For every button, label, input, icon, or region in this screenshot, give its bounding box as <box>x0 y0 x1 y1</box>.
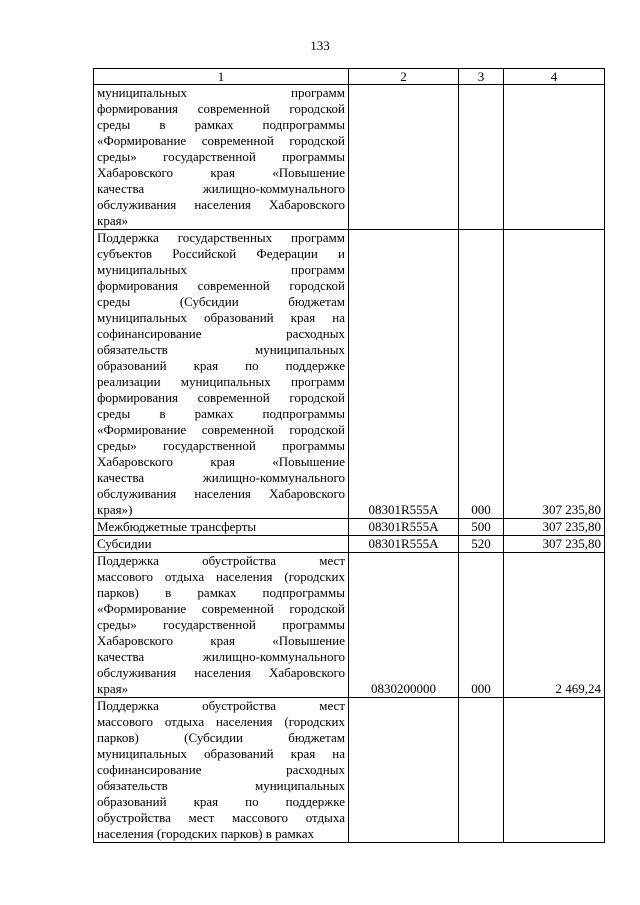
description-line: Поддержка обустройства мест <box>97 553 345 568</box>
description-line: субъектов Российской Федерации и <box>97 246 345 261</box>
description-line: формирования современной городской <box>97 278 345 293</box>
description-line: образований края по поддержке <box>97 358 345 373</box>
table-header-row <box>94 69 605 85</box>
description-line: Поддержка обустройства мест <box>97 698 345 713</box>
row-target-code: 08301R555A <box>349 519 459 536</box>
description-line: качества жилищно-коммунального <box>97 470 345 485</box>
row-description <box>94 553 349 698</box>
row-description <box>94 230 349 519</box>
row-amount: 2 469,24 <box>504 553 605 698</box>
row-expense-type: 000 <box>459 230 504 519</box>
row-target-code <box>349 85 459 230</box>
table-row <box>94 553 605 698</box>
description-line: среды в рамках подпрограммы <box>97 406 345 421</box>
header-col-3: 3 <box>459 69 504 85</box>
row-description <box>94 85 349 230</box>
row-expense-type: 000 <box>459 553 504 698</box>
header-col-1: 1 <box>94 69 349 85</box>
description-line: формирования современной городской <box>97 101 345 116</box>
description-line: обслуживания населения Хабаровского <box>97 665 345 680</box>
description-line: населения (городских парков) в рамках <box>97 826 315 841</box>
budget-table <box>93 68 605 843</box>
row-description <box>94 519 349 536</box>
description-line: муниципальных образований края на <box>97 310 345 325</box>
row-expense-type: 520 <box>459 536 504 553</box>
row-expense-type <box>459 85 504 230</box>
description-line: парков) в рамках подпрограммы <box>97 585 345 600</box>
description-line: обязательств муниципальных <box>97 342 345 357</box>
description-line: массового отдыха населения (городских <box>97 569 345 584</box>
table-row <box>94 698 605 843</box>
row-target-code: 0830200000 <box>349 553 459 698</box>
description-line: обустройства мест массового отдыха <box>97 810 345 825</box>
description-line: формирования современной городской <box>97 390 345 405</box>
page-number: 133 <box>310 38 330 53</box>
description-line: муниципальных программ <box>97 85 345 100</box>
description-line: среды» государственной программы <box>97 438 345 453</box>
description-line: среды (Субсидии бюджетам <box>97 294 345 309</box>
description-line: реализации муниципальных программ <box>97 374 345 389</box>
description-line: обязательств муниципальных <box>97 778 345 793</box>
description-line: Поддержка государственных программ <box>97 230 345 245</box>
row-description <box>94 698 349 843</box>
row-amount <box>504 698 605 843</box>
row-target-code: 08301R555A <box>349 230 459 519</box>
description-line: среды» государственной программы <box>97 149 345 164</box>
table-row <box>94 536 605 553</box>
description-line: края» <box>97 681 129 696</box>
description-line: среды в рамках подпрограммы <box>97 117 345 132</box>
description-line: парков) (Субсидии бюджетам <box>97 730 345 745</box>
description-line: софинансирование расходных <box>97 762 345 777</box>
table-row <box>94 85 605 230</box>
description-line: среды» государственной программы <box>97 617 345 632</box>
description-line: Субсидии <box>97 536 152 551</box>
table-row <box>94 519 605 536</box>
description-line: обслуживания населения Хабаровского <box>97 486 345 501</box>
row-amount: 307 235,80 <box>504 230 605 519</box>
description-line: Хабаровского края «Повышение <box>97 165 345 180</box>
description-line: образований края по поддержке <box>97 794 345 809</box>
description-line: качества жилищно-коммунального <box>97 649 345 664</box>
row-amount <box>504 85 605 230</box>
row-expense-type: 500 <box>459 519 504 536</box>
row-amount: 307 235,80 <box>504 536 605 553</box>
description-line: массового отдыха населения (городских <box>97 714 345 729</box>
table-row <box>94 230 605 519</box>
row-amount: 307 235,80 <box>504 519 605 536</box>
row-target-code <box>349 698 459 843</box>
description-line: «Формирование современной городской <box>97 133 345 148</box>
description-line: Хабаровского края «Повышение <box>97 454 345 469</box>
description-line: софинансирование расходных <box>97 326 345 341</box>
description-line: обслуживания населения Хабаровского <box>97 197 345 212</box>
row-target-code: 08301R555A <box>349 536 459 553</box>
description-line: «Формирование современной городской <box>97 601 345 616</box>
row-expense-type <box>459 698 504 843</box>
header-col-2: 2 <box>349 69 459 85</box>
description-line: края» <box>97 213 129 228</box>
description-line: муниципальных образований края на <box>97 746 345 761</box>
description-line: муниципальных программ <box>97 262 345 277</box>
description-line: Хабаровского края «Повышение <box>97 633 345 648</box>
header-col-4: 4 <box>504 69 605 85</box>
row-description <box>94 536 349 553</box>
description-line: Межбюджетные трансферты <box>97 519 257 534</box>
description-line: качества жилищно-коммунального <box>97 181 345 196</box>
description-line: края») <box>97 502 133 517</box>
description-line: «Формирование современной городской <box>97 422 345 437</box>
